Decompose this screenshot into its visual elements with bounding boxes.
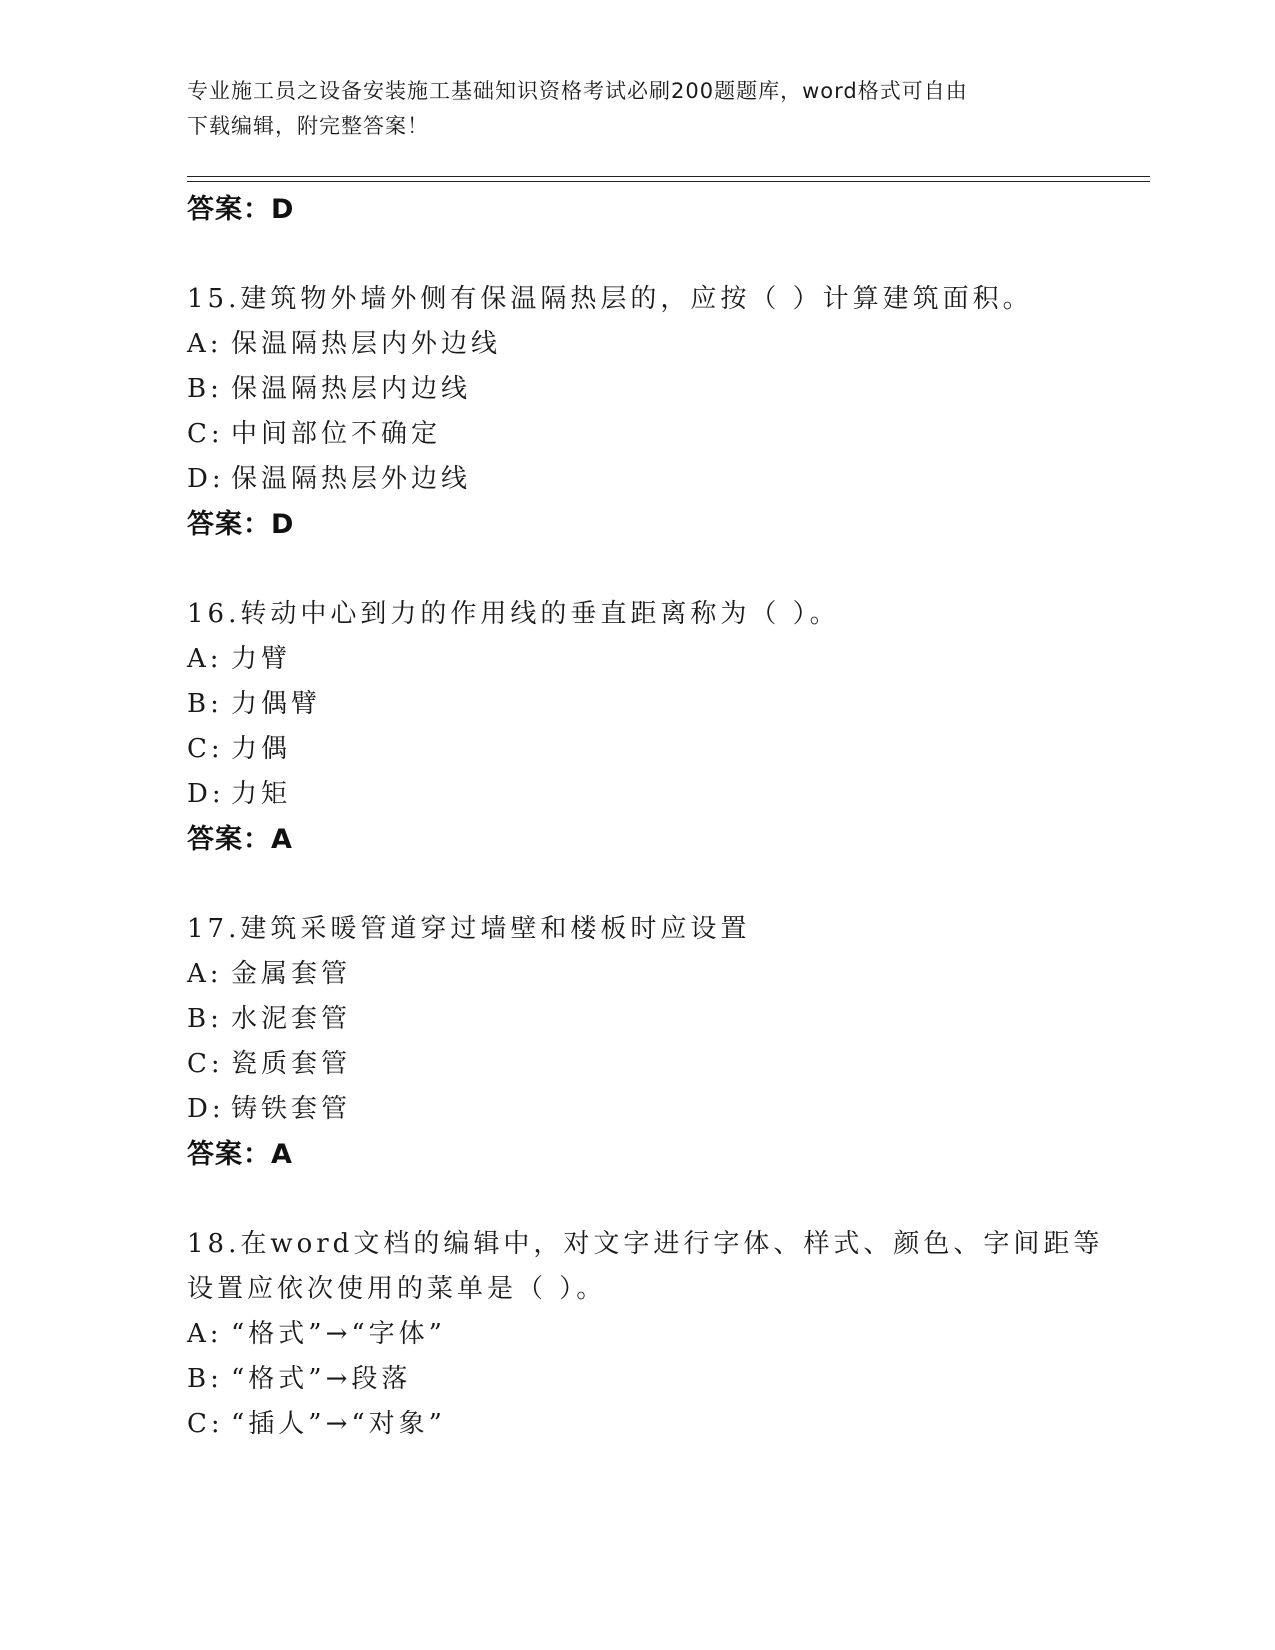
option-text: 力偶	[231, 734, 292, 764]
document-header	[187, 74, 1067, 144]
question-stem-line-2: 设置应依次使用的菜单是（ ）。	[187, 1274, 607, 1304]
option-text: 保温隔热层外边线	[231, 464, 472, 494]
question-15	[187, 277, 1147, 548]
option-a	[187, 1312, 1147, 1357]
option-text: 中间部位不确定	[231, 419, 442, 449]
answer-line: 答案：D	[187, 509, 295, 540]
option-c	[187, 412, 1147, 457]
question-stem: 15.建筑物外墙外侧有保温隔热层的，应按（ ）计算建筑面积。	[187, 284, 1033, 314]
question-18	[187, 1222, 1147, 1447]
option-letter: C:	[187, 734, 224, 764]
option-letter: D:	[187, 1094, 225, 1124]
option-letter: C:	[187, 419, 224, 449]
option-b	[187, 367, 1147, 412]
question-17	[187, 907, 1147, 1178]
option-letter: B:	[187, 1004, 223, 1034]
header-line-1: 专业施工员之设备安装施工基础知识资格考试必刷200题题库，word格式可自由	[187, 79, 968, 103]
option-text: 保温隔热层内外边线	[231, 329, 502, 359]
option-text: 水泥套管	[231, 1004, 352, 1034]
option-text: 力矩	[231, 779, 292, 809]
option-b	[187, 997, 1147, 1042]
option-d	[187, 772, 1147, 817]
option-letter: A:	[187, 1319, 223, 1349]
header-line-2: 下载编辑，附完整答案！	[187, 114, 429, 138]
option-letter: D:	[187, 779, 225, 809]
question-list	[187, 187, 1147, 1447]
answer-line: 答案：D	[187, 194, 295, 225]
question-stem: 16.转动中心到力的作用线的垂直距离称为（ ）。	[187, 599, 840, 629]
option-c	[187, 1402, 1147, 1447]
option-letter: C:	[187, 1409, 224, 1439]
option-text: 力臂	[231, 644, 292, 674]
option-c	[187, 1042, 1147, 1087]
option-letter: B:	[187, 1364, 223, 1394]
answer-line: 答案：A	[187, 1139, 293, 1170]
option-letter: C:	[187, 1049, 224, 1079]
option-a	[187, 322, 1147, 367]
question-stem: 17.建筑采暖管道穿过墙壁和楼板时应设置	[187, 914, 751, 944]
option-letter: A:	[187, 644, 223, 674]
option-letter: D:	[187, 464, 225, 494]
question-16	[187, 592, 1147, 863]
option-text: 铸铁套管	[231, 1094, 352, 1124]
option-letter: A:	[187, 959, 223, 989]
option-text: “格式”→段落	[231, 1364, 412, 1394]
option-letter: A:	[187, 329, 223, 359]
option-text: “格式”→“字体”	[231, 1319, 446, 1349]
option-d	[187, 1087, 1147, 1132]
option-text: 保温隔热层内边线	[231, 374, 472, 404]
option-c	[187, 727, 1147, 772]
option-text: 金属套管	[231, 959, 352, 989]
option-letter: B:	[187, 689, 223, 719]
option-letter: B:	[187, 374, 223, 404]
option-d	[187, 457, 1147, 502]
option-text: “插人”→“对象”	[231, 1409, 446, 1439]
option-text: 力偶臂	[231, 689, 322, 719]
answer-line: 答案：A	[187, 824, 293, 855]
question-stem-line-1: 18.在word文档的编辑中，对文字进行字体、样式、颜色、字间距等	[187, 1229, 1104, 1259]
option-b	[187, 1357, 1147, 1402]
option-a	[187, 637, 1147, 682]
header-divider-bottom	[187, 181, 1150, 182]
option-b	[187, 682, 1147, 727]
option-text: 瓷质套管	[231, 1049, 352, 1079]
option-a	[187, 952, 1147, 997]
header-divider-top	[187, 176, 1150, 177]
